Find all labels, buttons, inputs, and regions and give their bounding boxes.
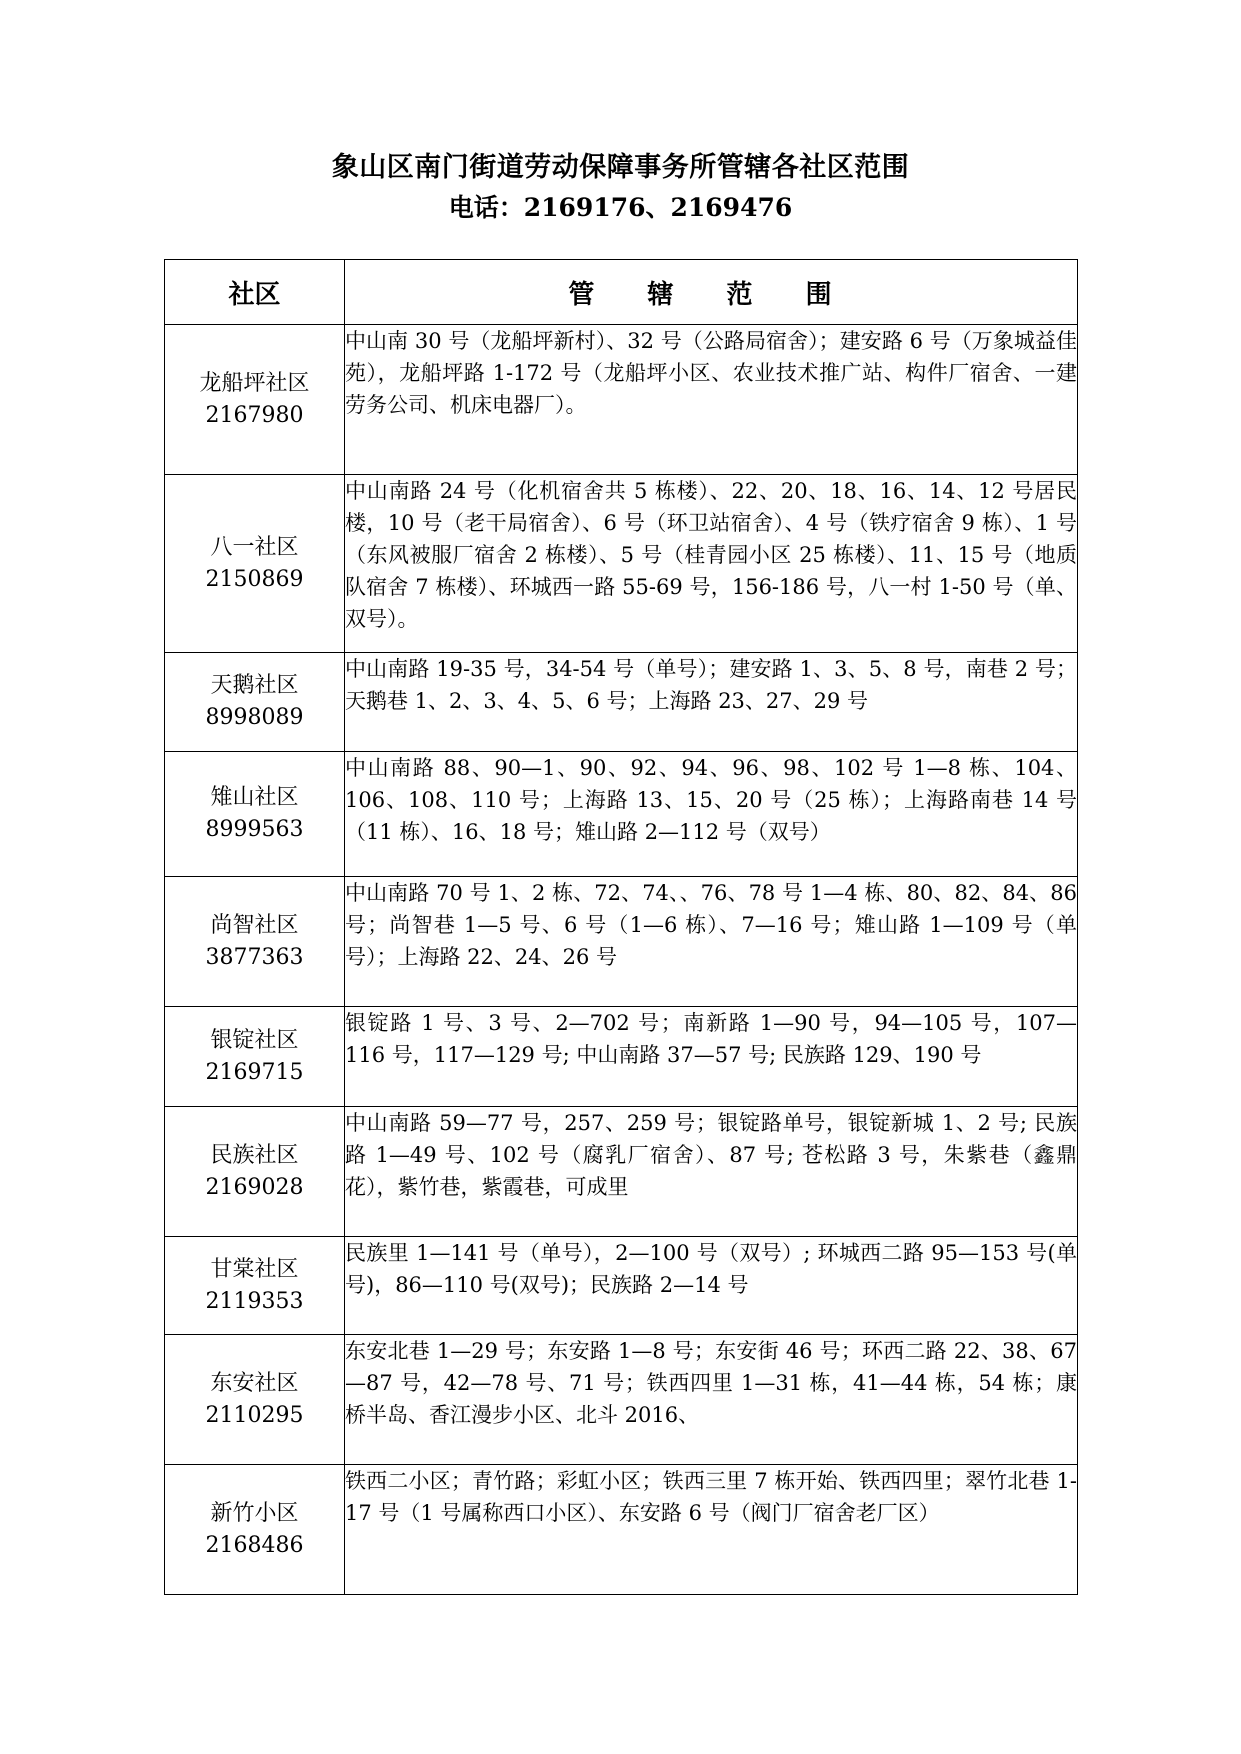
community-phone: 2168486 <box>205 1532 304 1558</box>
table-row <box>165 752 1078 877</box>
table-row <box>165 1007 1078 1107</box>
table-row <box>165 1335 1078 1465</box>
community-name: 甘棠社区 <box>210 1256 299 1282</box>
document-phone: 电话：2169176、2169476 <box>448 193 793 222</box>
community-name: 尚智社区 <box>210 912 299 938</box>
range-cell: 中山南路 70 号 1、2 栋、72、74、、76、78 号 1—4 栋、80、82、84、86 号；尚智巷 1—5 号、6 号（1—6 栋）、7—16 号；雉山路 1—109 号（单号）；上海路 22、24、26 号 <box>345 877 1078 1007</box>
community-phone: 2150869 <box>205 566 304 592</box>
community-cell <box>165 1007 345 1107</box>
community-cell <box>165 752 345 877</box>
table-row <box>165 325 1078 475</box>
range-cell: 中山南路 59—77 号，257、259 号；银锭路单号，银锭新城 1、2 号; 民族路 1—49 号、102 号（腐乳厂宿舍）、87 号; 苍松路 3 号，朱紫巷（鑫鼎花），紫竹巷，紫霞巷，可成里 <box>345 1107 1078 1237</box>
community-cell <box>165 1237 345 1335</box>
community-name: 八一社区 <box>210 534 299 560</box>
community-name: 龙船坪社区 <box>199 370 310 396</box>
range-cell: 中山南路 88、90—1、90、92、94、96、98、102 号 1—8 栋、104、106、108、110 号；上海路 13、15、20 号（25 栋）；上海路南巷 14 号（11 栋）、16、18 号；雉山路 2—112 号（双号） <box>345 752 1078 877</box>
range-cell: 中山南路 24 号（化机宿舍共 5 栋楼）、22、20、18、16、14、12 号居民楼，10 号（老干局宿舍）、6 号（环卫站宿舍）、4 号（铁疗宿舍 9 栋）、1 号（东风被服厂宿舍 2 栋楼）、5 号（桂青园小区 25 栋楼）、11、15 号（地质队宿舍 7 栋楼）、环城西一路 55-69 号，156-186 号，八一村 1-50 号（单、双号）。 <box>345 475 1078 653</box>
table-row <box>165 475 1078 653</box>
community-name: 银锭社区 <box>210 1027 299 1053</box>
community-cell <box>165 877 345 1007</box>
community-name: 民族社区 <box>210 1142 299 1168</box>
community-phone: 2167980 <box>205 402 304 428</box>
table-row <box>165 877 1078 1007</box>
range-cell: 中山南 30 号（龙船坪新村）、32 号（公路局宿舍）；建安路 6 号（万象城益佳苑），龙船坪路 1-172 号（龙船坪小区、农业技术推广站、构件厂宿舍、一建劳务公司、机床电器厂）。 <box>345 325 1078 475</box>
community-cell <box>165 325 345 475</box>
range-cell: 东安北巷 1—29 号；东安路 1—8 号；东安街 46 号；环西二路 22、38、67—87 号，42—78 号、71 号；铁西四里 1—31 栋，41—44 栋，54 栋；康桥半岛、香江漫步小区、北斗 2016、 <box>345 1335 1078 1465</box>
table-header-row <box>165 260 1078 325</box>
range-cell: 中山南路 19-35 号，34-54 号（单号）；建安路 1、3、5、8 号，南巷 2 号；天鹅巷 1、2、3、4、5、6 号；上海路 23、27、29 号 <box>345 653 1078 752</box>
community-phone: 2169028 <box>205 1174 304 1200</box>
community-phone: 8998089 <box>205 705 304 730</box>
table-row <box>165 653 1078 752</box>
community-cell <box>165 1107 345 1237</box>
community-name: 天鹅社区 <box>210 673 299 698</box>
community-phone: 2169715 <box>205 1059 304 1085</box>
range-cell: 铁西二小区；青竹路；彩虹小区；铁西三里 7 栋开始、铁西四里；翠竹北巷 1-17 号（1 号属称西口小区）、东安路 6 号（阀门厂宿舍老厂区） <box>345 1465 1078 1595</box>
table-row <box>165 1107 1078 1237</box>
community-cell <box>165 475 345 653</box>
community-cell <box>165 1335 345 1465</box>
community-cell <box>165 1465 345 1595</box>
community-phone: 3877363 <box>205 944 304 970</box>
community-phone: 8999563 <box>205 817 304 842</box>
community-phone: 2119353 <box>205 1288 304 1314</box>
document-title: 象山区南门街道劳动保障事务所管辖各社区范围 <box>331 152 910 183</box>
table-row <box>165 1465 1078 1595</box>
range-cell: 银锭路 1 号、3 号、2—702 号；南新路 1—90 号，94—105 号，107—116 号，117—129 号; 中山南路 37—57 号; 民族路 129、190 号 <box>345 1007 1078 1107</box>
community-phone: 2110295 <box>205 1402 304 1428</box>
header-community: 社区 <box>165 260 345 325</box>
table-row <box>165 1237 1078 1335</box>
community-cell <box>165 653 345 752</box>
range-cell: 民族里 1—141 号（单号），2—100 号（双号）; 环城西二路 95—153 号(单号)，86—110 号(双号)；民族路 2—14 号 <box>345 1237 1078 1335</box>
header-range: 管 辖 范 围 <box>345 260 1078 325</box>
community-name: 东安社区 <box>210 1370 299 1396</box>
community-scope-table <box>164 259 1078 1595</box>
community-name: 雉山社区 <box>210 785 299 810</box>
community-name: 新竹小区 <box>210 1500 299 1526</box>
